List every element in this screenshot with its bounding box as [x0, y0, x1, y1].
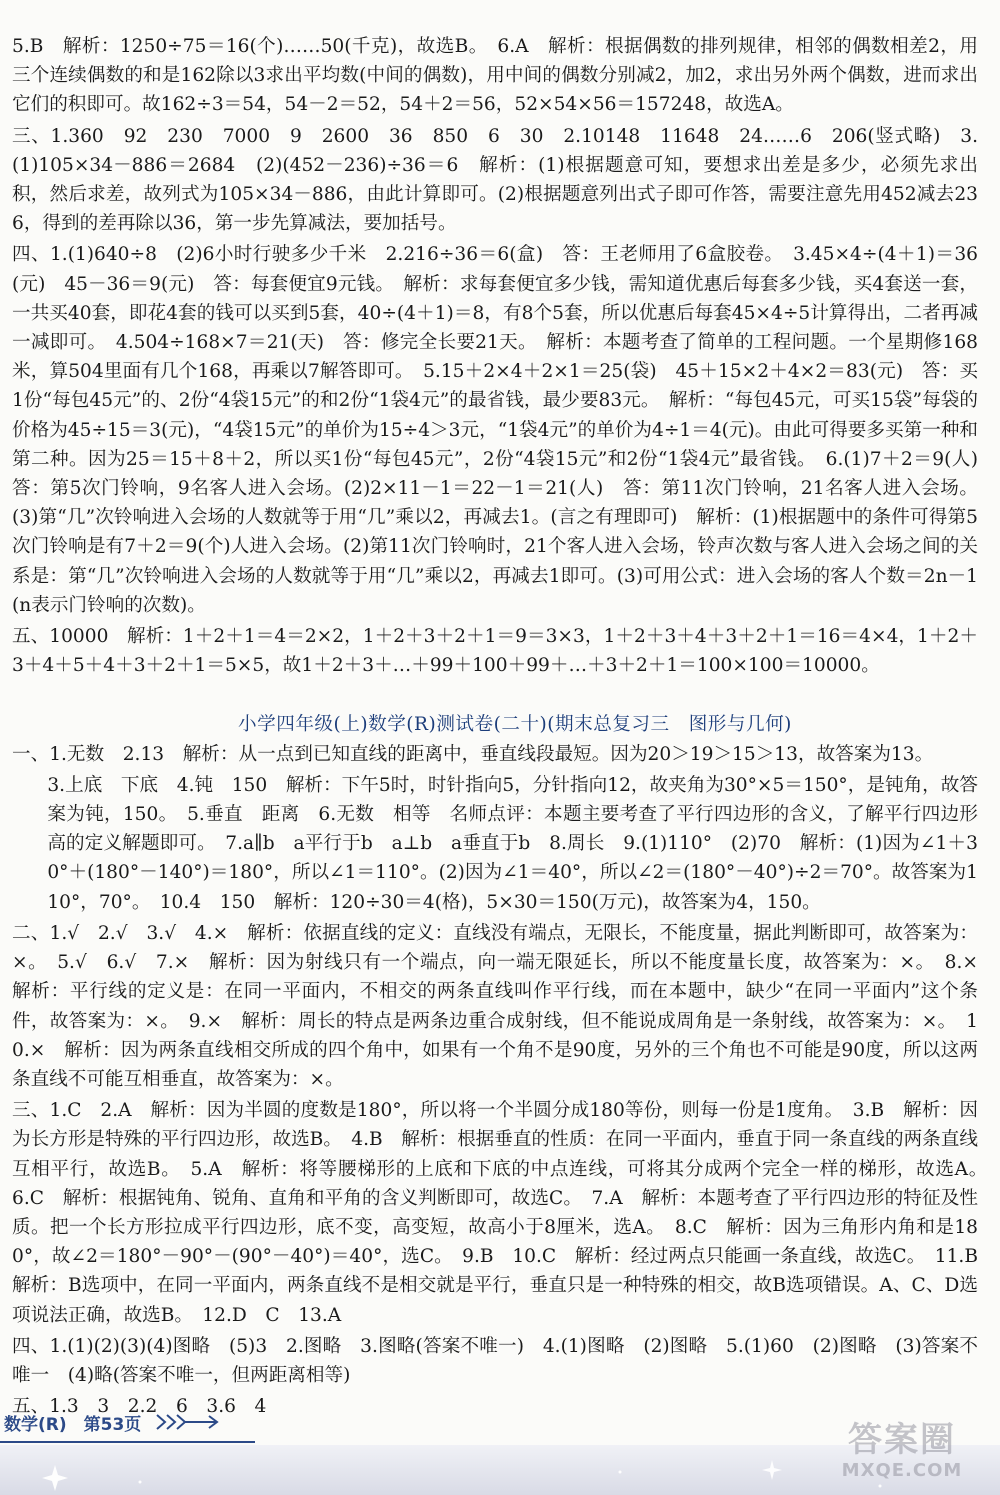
- paragraph: 四、1.(1)(2)(3)(4)图略 (5)3 2.图略 3.图略(答案不唯一) 4.(1)图略 (2)图略 5.(1)60 (2)图略 (3)答案不唯一 (4)略(答案不唯一，但两距离相等): [12, 1335, 978, 1386]
- page-footer: [0, 1402, 320, 1442]
- watermark-logo: [818, 1408, 986, 1492]
- paragraph: 三、1.360 92 230 7000 9 2600 36 850 6 30 2.10148 11648 24……6 206(竖式略) 3.(1)105×34－886＝2684 (2)(452－236)÷36＝6 解析：(1)根据题意可知，要想求出差是多少，必须先求出积，然后求差，故列式为105×34－886，由此计算即可。(2)根据题意列出式子即可作答，需要注意先用452减去236，得到的差再除以36，第一步先算减法，要加括号。: [12, 125, 978, 235]
- paragraph: 3.上底 下底 4.钝 150 解析：下午5时，时针指向5，分针指向12，故夹角为30°×5＝150°，是钝角，故答案为钝，150。 5.垂直 距离 6.无数 相等 名师点评：本题主要考查了平行四边形的含义，了解平行四边形高的定义解题即可。 7.a∥b a平行于b a⊥b a垂直于b 8.周长 9.(1)110° (2)70 解析：(1)因为∠1＋30°＋(180°－140°)＝180°，所以∠1＝110°。(2)因为∠1＝40°，所以∠2＝(180°－40°)÷2＝70°。故答案为110°，70°。 10.4 150 解析：120÷30＝4(格)，5×30＝150(万元)，故答案为4，150。: [47, 774, 978, 913]
- footer-divider: [0, 1441, 255, 1443]
- paragraph: 一、1.无数 2.13 解析：从一点到已知直线的距离中，垂直线段最短。因为20＞19＞15＞13，故答案为13。: [12, 743, 934, 765]
- paragraph: 三、1.C 2.A 解析：因为半圆的度数是180°，所以将一个半圆分成180等份，则每一份是1度角。 3.B 解析：因为长方形是特殊的平行四边形，故选B。 4.B 解析：根据垂直的性质：在同一平面内，垂直于同一条直线的两条直线互相平行，故选B。 5.A 解析：将等腰梯形的上底和下底的中点连线，可将其分成两个完全一样的梯形，故选A。 6.C 解析：根据钝角、锐角、直角和平角的含义判断即可，故选C。 7.A 解析：本题考查了平行四边形的特征及性质。把一个长方形拉成平行四边形，底不变，高变短，故高小于8厘米，选A。 8.C 解析：因为三角形内角和是180°，故∠2＝180°－90°－(90°－40°)＝40°，选C。 9.B 10.C 解析：经过两点只能画一条直线，故选C。 11.B 解析：B选项中，在同一平面内，两条直线不是相交就是平行，垂直只是一种特殊的相交，故B选项错误。A、C、D选项说法正确，故选B。 12.D C 13.A: [12, 1100, 997, 1326]
- paragraph: 五、10000 解析：1＋2＋1＝4＝2×2，1＋2＋3＋2＋1＝9＝3×3，1＋2＋3＋4＋3＋2＋1＝16＝4×4，1＋2＋3＋4＋5＋4＋3＋2＋1＝5×5，故1＋2＋3＋…＋99＋100＋99＋…＋3＋2＋1＝100×100＝10000。: [12, 626, 978, 677]
- paragraph: 四、1.(1)640÷8 (2)6小时行驶多少千米 2.216÷36＝6(盒) 答：王老师用了6盒胶卷。 3.45×4÷(4＋1)＝36(元) 45－36＝9(元) 答：每套便宜9元钱。 解析：求每套便宜多少钱，需知道优惠后每套多少钱，买4套送一套，一共买40套，即花4套的钱可以买到5套，40÷(4＋1)＝8，有8个5套，所以优惠后每套45×4÷5计算得出，二者再减一减即可。 4.504÷168×7＝21(天) 答：修完全长要21天。 解析：本题考查了简单的工程问题。一个星期修168米，算504里面有几个168，再乘以7解答即可。 5.15＋2×4＋2×1＝25(袋) 45＋15×2＋4×2＝83(元) 答：买1份“每包45元”的、2份“4袋15元”的和2份“1袋4元”的最省钱，最少要83元。 解析：“每包45元，可买15袋”每袋的价格为45÷15＝3(元)，“4袋15元”的单价为15÷4＞3元，“1袋4元”的单价为4÷1＝4(元)。由此可得要多买第一种和第二种。因为25＝15＋8＋2，所以买1份“每包45元”，2份“4袋15元”和2份“1袋4元”最省钱。 6.(1)7＋2＝9(人) 答：第5次门铃响，9名客人进入会场。(2)2×11－1＝22－1＝21(人) 答：第11次门铃响，21名客人进入会场。(3)第“几”次铃响进入会场的人数就等于用“几”乘以2，再减去1。(言之有理即可) 解析：(1)根据题中的条件可得第5次门铃响是有7＋2＝9(个)人进入会场。(2)第11次门铃响时，21个客人进入会场，铃声次数与客人进入会场之间的关系是：第“几”次铃响进入会场的人数就等于用“几”乘以2，再减去1即可。(3)可用公式：进入会场的客人个数＝2n－1(n表示门铃响的次数)。: [12, 244, 997, 616]
- watermark-text: 答案圈: [848, 1419, 956, 1460]
- paragraph: 五、1.3 3 2.2 6 3.6 4: [12, 1396, 267, 1418]
- section-title: 小学四年级(上)数学(R)测试卷(二十)(期末总复习三 图形与几何): [238, 714, 792, 736]
- answer-content: [12, 32, 997, 1421]
- paragraph: 二、1.√ 2.√ 3.√ 4.× 解析：依据直线的定义：直线没有端点，无限长，不能度量，据此判断即可，故答案为：×。 5.√ 6.√ 7.× 解析：因为射线只有一个端点，向一端无限延长，所以不能度量长度，故答案为：×。 8.× 解析：平行线的定义是：在同一平面内，不相交的两条直线叫作平行线，而在本题中，缺少“在同一平面内”这个条件，故答案为：×。 9.× 解析：周长的特点是两条边重合成射线，但不能说成周角是一条射线，故答案为：×。 10.× 解析：因为两条直线相交所成的四个角中，如果有一个角不是90度，另外的三个角也不可能是90度，所以这两条直线不可能互相垂直，故答案为：×。: [12, 922, 997, 1090]
- watermark-url: MXQE.COM: [841, 1459, 963, 1481]
- decorative-arrows-icon: [155, 1412, 219, 1432]
- page-number-label: 数学(R) 第53页: [4, 1414, 142, 1435]
- paragraph: 5.B 解析：1250÷75＝16(个)……50(千克)，故选B。 6.A 解析：根据偶数的排列规律，相邻的偶数相差2，用三个连续偶数的和是162除以3求出平均数(中间的偶数)，用中间的偶数分别减2，加2，求出另外两个偶数，进而求出它们的积即可。故162÷3＝54，54－2＝52，54＋2＝56，52×54×56＝157248，故选A。: [12, 36, 978, 116]
